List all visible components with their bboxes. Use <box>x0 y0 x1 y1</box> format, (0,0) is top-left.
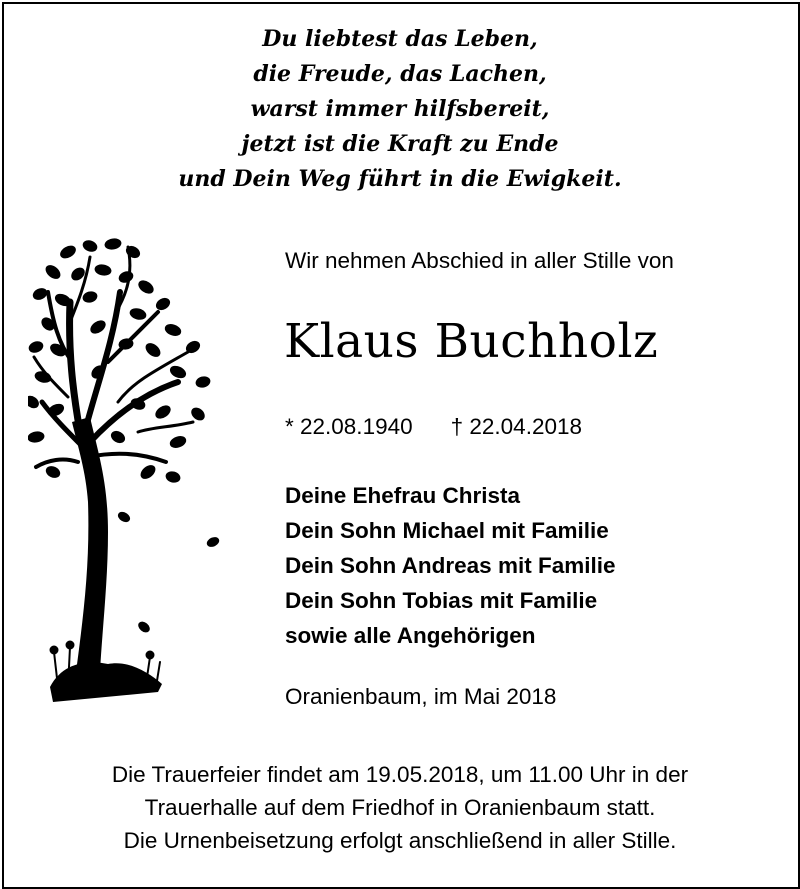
mourner: Deine Ehefrau Christa <box>285 483 521 508</box>
place-date: Oranienbaum, im Mai 2018 <box>285 684 557 709</box>
service-line: Die Trauerfeier findet am 19.05.2018, um 11.00 Uhr in der <box>111 762 689 787</box>
service-line: Die Urnenbeisetzung erfolgt anschließend in aller Stille. <box>123 828 677 853</box>
service-line: Trauerhalle auf dem Friedhof in Oranienbaum statt. <box>144 795 656 820</box>
deceased-name: Klaus Buchholz <box>284 314 659 369</box>
mourners-list <box>285 478 615 653</box>
death-date: † 22.04.2018 <box>450 414 582 439</box>
poem-line: warst immer hilfsbereit, <box>250 96 550 122</box>
birth-date: * 22.08.1940 <box>285 414 413 439</box>
memorial-poem <box>0 22 800 197</box>
life-dates <box>285 410 582 444</box>
poem-line: Du liebtest das Leben, <box>262 26 538 52</box>
mourner: sowie alle Angehörigen <box>285 623 536 648</box>
intro-text: Wir nehmen Abschied in aller Stille von <box>285 248 674 273</box>
poem-line: jetzt ist die Kraft zu Ende <box>241 131 559 157</box>
mourner: Dein Sohn Andreas mit Familie <box>285 553 616 578</box>
mourner: Dein Sohn Michael mit Familie <box>285 518 609 543</box>
poem-line: die Freude, das Lachen, <box>253 61 547 87</box>
service-info <box>0 758 800 857</box>
poem-line: und Dein Weg führt in die Ewigkeit. <box>178 166 622 192</box>
tree-illustration-icon <box>28 232 224 722</box>
mourner: Dein Sohn Tobias mit Familie <box>285 588 598 613</box>
